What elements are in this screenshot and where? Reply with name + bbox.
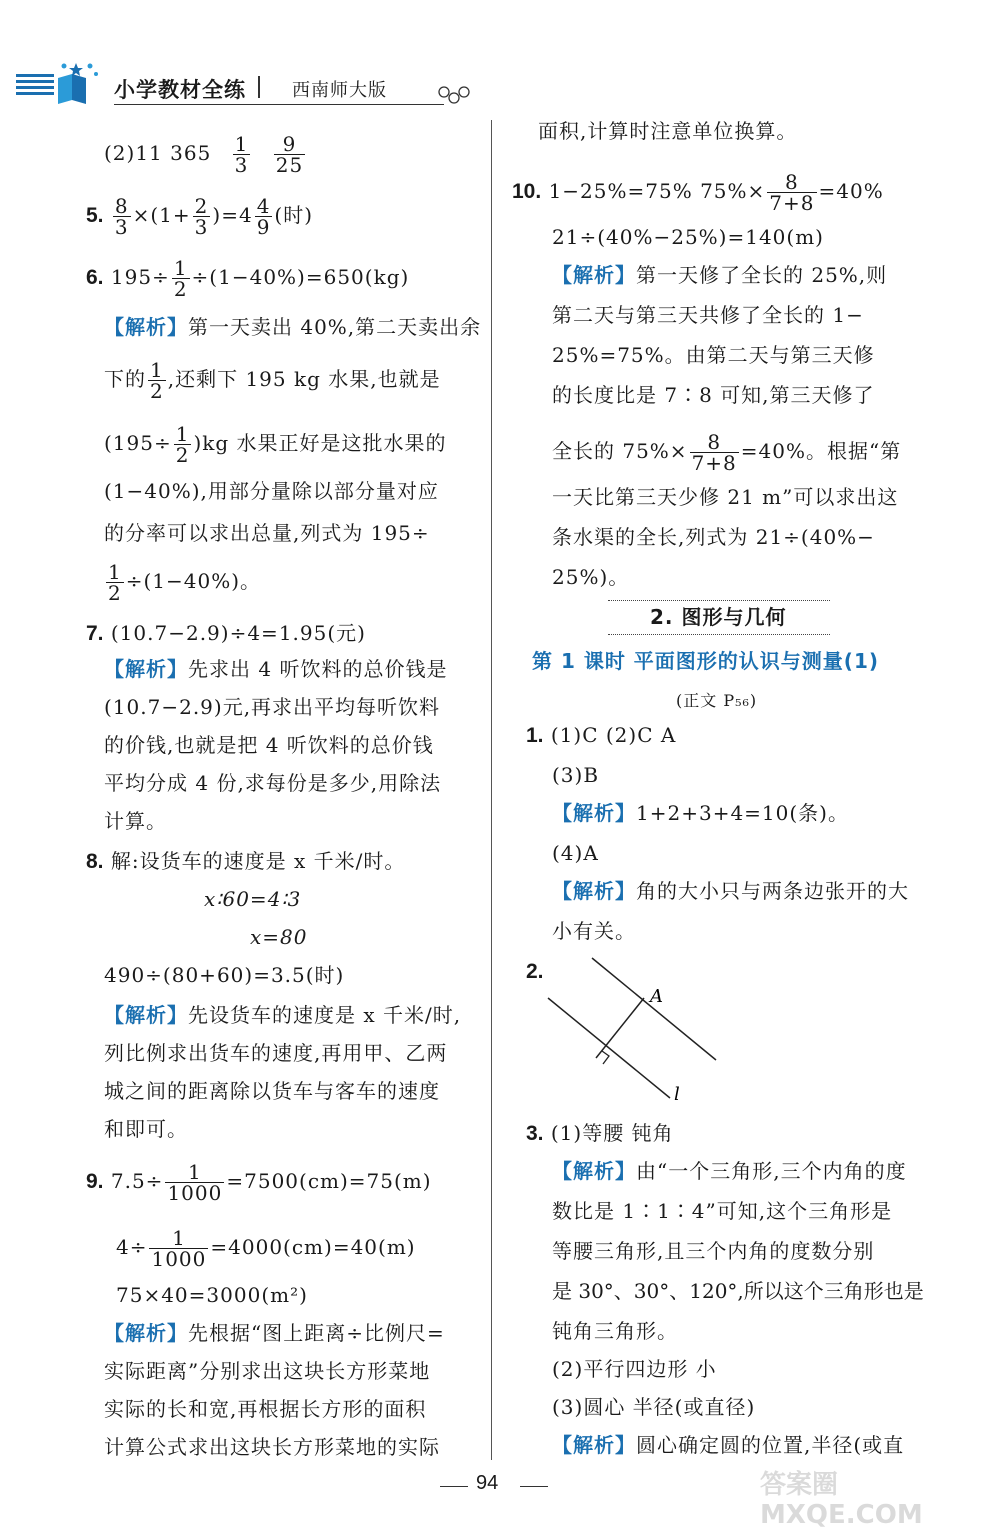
answer-8 <box>86 848 405 875</box>
point-a-label: A <box>650 986 663 1007</box>
answer-text: (2)11 365 <box>104 141 212 165</box>
answer-a1-2: (3)B <box>552 763 600 787</box>
analysis-6-line1 <box>104 314 481 340</box>
analysis-6-line6 <box>104 562 261 603</box>
analysis-10-line8: 25%)。 <box>552 565 630 589</box>
answer-text: (1)等腰 钝角 <box>550 1121 674 1145</box>
answer-text: )=4 <box>212 203 253 227</box>
question-number: 7. <box>86 622 104 645</box>
question-number: 3. <box>526 1122 544 1145</box>
answer-4-2 <box>104 134 307 175</box>
analysis-a1-2 <box>552 878 909 904</box>
analysis-text: 全长的 75%× <box>552 439 688 463</box>
answer-text: =7500(cm)=75(m) <box>226 1169 432 1193</box>
equation-8-3: 490÷(80+60)=3.5(时) <box>104 963 345 987</box>
perpendicular-line <box>596 998 644 1058</box>
answer-a3-2: (2)平行四边形 小 <box>552 1357 717 1381</box>
analysis-a1-3: 小有关。 <box>552 919 636 943</box>
analysis-6-line4: (1−40%),用部分量除以部分量对应 <box>104 479 439 503</box>
analysis-text: 下的 <box>104 367 146 391</box>
answer-text: (1)C (2)C A <box>550 723 677 747</box>
fraction: $\frac{1}{3}$ <box>234 132 249 177</box>
analysis-7-line2: (10.7−2.9)元,再求出平均每听饮料 <box>104 695 441 719</box>
analysis-9-line3: 实际的长和宽,再根据长方形的面积 <box>104 1397 427 1421</box>
answer-9-3: 75×40=3000(m²) <box>116 1283 308 1307</box>
fraction: $\frac{8}{7+8}$ <box>769 170 815 215</box>
line-l-label: l <box>674 1084 680 1105</box>
analysis-label: 【解析】 <box>104 1003 188 1027</box>
question-number: 5. <box>86 204 104 227</box>
analysis-a3-3: 等腰三角形,且三个内角的度数分别 <box>552 1239 875 1263</box>
analysis-a3-4: 是 30°、30°、120°,所以这个三角形也是 <box>552 1279 924 1303</box>
watermark: 答案圈 MXQE.COM <box>760 1470 923 1530</box>
answer-a1-1 <box>526 722 676 749</box>
analysis-9-line1 <box>104 1320 445 1346</box>
analysis-9-line4: 计算公式求出这块长方形菜地的实际 <box>104 1435 440 1459</box>
answer-text: 7.5÷ <box>110 1169 164 1193</box>
analysis-9-line2: 实际距离”分别求出这块长方形菜地 <box>104 1359 431 1383</box>
analysis-text: 第一天卖出 40%,第二天卖出余 <box>188 315 482 339</box>
header-ornament-icon <box>436 84 476 114</box>
answer-text: 解:设货车的速度是 x 千米/时。 <box>110 849 406 873</box>
fraction: $\frac{8}{3}$ <box>114 194 129 239</box>
answer-text: 195÷ <box>110 265 170 289</box>
analysis-a1-1 <box>552 800 849 826</box>
analysis-6-line2 <box>104 360 441 401</box>
footer-dash-right <box>520 1486 548 1487</box>
analysis-text: 1+2+3+4=10(条)。 <box>636 801 849 825</box>
question-number: 8. <box>86 850 104 873</box>
equation-8-2: x=80 <box>250 925 308 949</box>
analysis-label: 【解析】 <box>104 657 188 681</box>
right-angle-mark-icon <box>602 1051 609 1064</box>
section-rule-bottom <box>608 634 830 635</box>
section-rule-top <box>608 600 830 601</box>
analysis-8-line1 <box>104 1002 461 1028</box>
analysis-text: ,还剩下 195 kg 水果,也就是 <box>167 367 441 391</box>
analysis-text: 第一天修了全长的 25%,则 <box>636 263 888 287</box>
answer-text: (时) <box>274 203 314 227</box>
analysis-7-line5: 计算。 <box>104 809 167 833</box>
analysis-label: 【解析】 <box>552 879 636 903</box>
fraction: $\frac{1}{2}$ <box>175 422 190 467</box>
section-title: 2. 图形与几何 <box>650 605 787 629</box>
answer-a3-1 <box>526 1120 674 1147</box>
analysis-text: )kg 水果正好是这批水果的 <box>193 431 447 455</box>
answer-text: 4÷ <box>116 1235 148 1259</box>
lesson-title: 第 1 课时 平面图形的认识与测量(1) <box>532 649 880 673</box>
answer-7 <box>86 620 366 647</box>
page-number: 94 <box>476 1472 499 1494</box>
header-logo <box>14 60 104 106</box>
analysis-text: 由“一个三角形,三个内角的度 <box>636 1159 907 1183</box>
analysis-10-line3: 25%=75%。由第二天与第三天修 <box>552 343 875 367</box>
answer-text: (10.7−2.9)÷4=1.95(元) <box>110 621 366 645</box>
analysis-8-line4: 和即可。 <box>104 1117 188 1141</box>
answer-9-2 <box>116 1228 416 1269</box>
fraction: $\frac{1}{1000}$ <box>167 1160 223 1205</box>
analysis-7-line4: 平均分成 4 份,求每份是多少,用除法 <box>104 771 442 795</box>
analysis-text: 圆心确定圆的位置,半径(或直 <box>636 1433 905 1457</box>
fraction: $\frac{1}{2}$ <box>108 560 122 605</box>
header-title: 小学教材全练 <box>114 78 246 102</box>
analysis-10-line4: 的长度比是 7∶8 可知,第三天修了 <box>552 383 875 407</box>
answer-a1-3: (4)A <box>552 841 599 865</box>
fraction: $\frac{8}{7+8}$ <box>691 430 737 475</box>
question-number: 6. <box>86 266 104 289</box>
answer-10-2: 21÷(40%−25%)=140(m) <box>552 225 824 249</box>
book-logo-icon <box>14 60 104 106</box>
analysis-label: 【解析】 <box>552 801 636 825</box>
analysis-text: 角的大小只与两条边张开的大 <box>636 879 909 903</box>
analysis-8-line2: 列比例求出货车的速度,再用甲、乙两 <box>104 1041 448 1065</box>
analysis-10-line2: 第二天与第三天共修了全长的 1− <box>552 303 864 327</box>
answer-text: 1−25%=75% 75%× <box>548 179 766 203</box>
analysis-a3-5: 钝角三角形。 <box>552 1319 678 1343</box>
analysis-6-line3 <box>104 424 447 465</box>
answer-a3-3: (3)圆心 半径(或直径) <box>552 1395 756 1419</box>
question-number: 1. <box>526 724 544 747</box>
fraction: $\frac{1}{2}$ <box>173 256 188 301</box>
analysis-10-line7: 条水渠的全长,列式为 21÷(40%− <box>552 525 875 549</box>
geometry-figure <box>540 950 740 1110</box>
analysis-text: (195÷ <box>104 431 172 455</box>
analysis-a3-2: 数比是 1∶1∶4”可知,这个三角形是 <box>552 1199 893 1223</box>
question-number: 9. <box>86 1170 104 1193</box>
header-separator <box>258 76 260 98</box>
analysis-text: 先设货车的速度是 x 千米/时, <box>188 1003 462 1027</box>
continued-text: 面积,计算时注意单位换算。 <box>538 119 798 143</box>
footer-dash-left <box>440 1486 468 1487</box>
analysis-label: 【解析】 <box>552 1433 636 1457</box>
analysis-label: 【解析】 <box>104 315 188 339</box>
column-divider <box>491 120 492 1460</box>
answer-text: ÷(1−40%)=650(kg) <box>191 265 410 289</box>
line-l <box>548 998 670 1098</box>
fraction: $\frac{2}{3}$ <box>194 194 209 239</box>
analysis-text: 先求出 4 听饮料的总价钱是 <box>188 657 448 681</box>
analysis-a3-1 <box>552 1158 907 1184</box>
analysis-label: 【解析】 <box>552 1159 636 1183</box>
answer-9-1 <box>86 1162 432 1203</box>
analysis-8-line3: 城之间的距离除以货车与客车的速度 <box>104 1079 440 1103</box>
answer-text: =40% <box>818 179 884 203</box>
fraction: $\frac{1}{1000}$ <box>151 1226 207 1271</box>
header-underline <box>114 104 444 105</box>
analysis-7-line3: 的价钱,也就是把 4 听饮料的总价钱 <box>104 733 434 757</box>
analysis-label: 【解析】 <box>104 1321 188 1345</box>
analysis-10-line6: 一天比第三天少修 21 m”可以求出这 <box>552 485 899 509</box>
question-number: 10. <box>512 180 542 203</box>
equation-8-1: x∶60=4∶3 <box>204 887 302 911</box>
analysis-10-line1 <box>552 262 887 288</box>
analysis-text: ÷(1−40%)。 <box>125 569 262 593</box>
analysis-label: 【解析】 <box>552 263 636 287</box>
analysis-a3-6 <box>552 1432 904 1458</box>
answer-5 <box>86 196 313 237</box>
answer-6 <box>86 258 409 299</box>
analysis-6-line5: 的分率可以求出总量,列式为 195÷ <box>104 521 430 545</box>
analysis-7-line1 <box>104 656 447 682</box>
question-number: 2. <box>526 960 544 983</box>
answer-10-1 <box>512 172 884 213</box>
fraction: $\frac{9}{25}$ <box>275 132 304 177</box>
answer-text: ×(1+ <box>132 203 191 227</box>
analysis-text: 先根据“图上距离÷比例尺= <box>188 1321 445 1345</box>
answer-text: =4000(cm)=40(m) <box>210 1235 416 1259</box>
header-edition: 西南师大版 <box>292 80 387 101</box>
line-upper <box>592 958 716 1060</box>
analysis-text: =40%。根据“第 <box>740 439 902 463</box>
fraction: $\frac{4}{9}$ <box>256 194 271 239</box>
page-reference: (正文 P₅₆) <box>676 691 758 710</box>
fraction: $\frac{1}{2}$ <box>150 358 164 403</box>
analysis-10-line5 <box>552 432 901 473</box>
